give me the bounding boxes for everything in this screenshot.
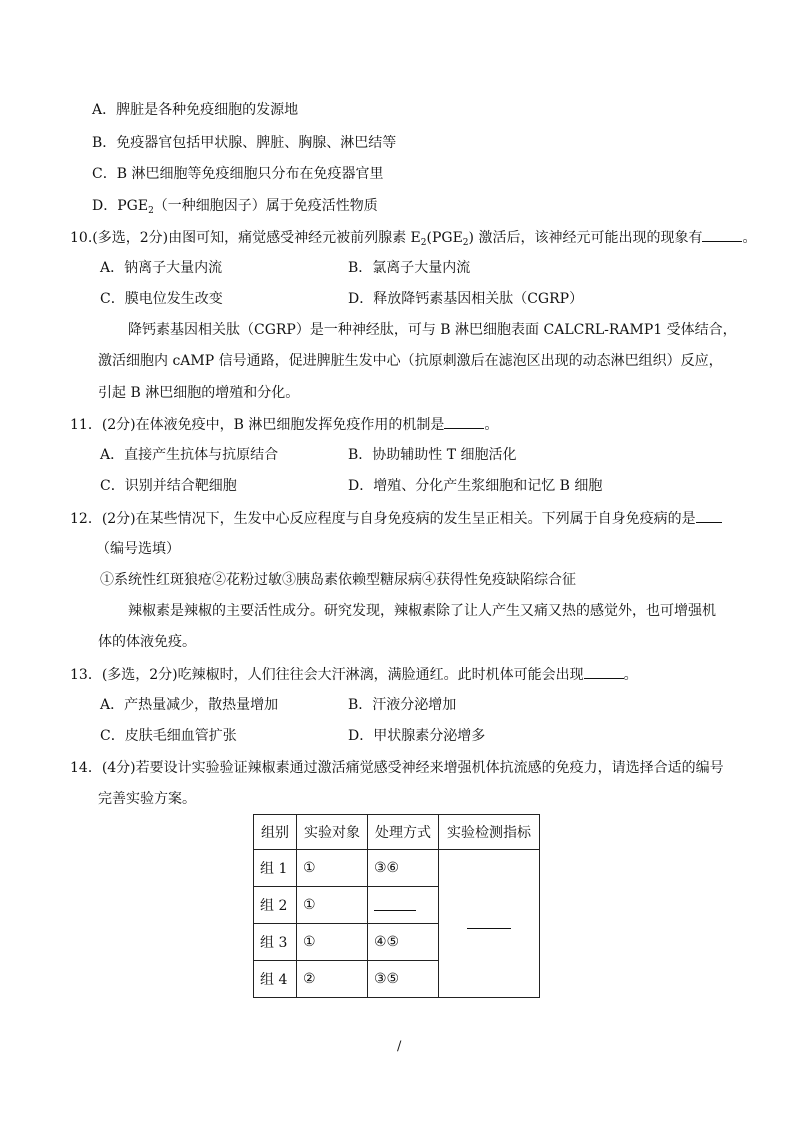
q11-stem <box>70 414 498 435</box>
q9-option-d-suffix: （一种细胞因子）属于免疫活性物质 <box>153 198 378 214</box>
q12-stem <box>70 508 722 529</box>
q9-option-d-subscript: 2 <box>148 206 154 216</box>
q13-option-c: C．皮肤毛细血管扩张 <box>100 728 237 744</box>
q11-stem-text: 11．(2分)在体液免疫中，B 淋巴细胞发挥免疫作用的机制是 <box>70 417 445 433</box>
indicator-answer-blank[interactable] <box>467 914 511 929</box>
row-4-group: 组 4 <box>254 961 297 998</box>
passage2-line-1: 辣椒素是辣椒的主要活性成分。研究发现，辣椒素除了让人产生又痛又热的感觉外，也可增强机 <box>128 603 716 619</box>
table-row <box>254 850 540 887</box>
row-2-subject: ① <box>297 887 368 924</box>
q9-option-a: A．脾脏是各种免疫细胞的发源地 <box>92 102 299 118</box>
passage1-line-3: 引起 B 淋巴细胞的增殖和分化。 <box>98 385 300 401</box>
q10-answer-blank[interactable] <box>702 227 742 242</box>
q12-items: ①系统性红斑狼疮②花粉过敏③胰岛素依赖型糖尿病④获得性免疫缺陷综合征 <box>100 572 576 588</box>
q11-option-c: C．识别并结合靶细胞 <box>100 478 237 494</box>
q13-stem <box>70 664 638 685</box>
header-subject: 实验对象 <box>297 815 368 850</box>
q10-option-d: D．释放降钙素基因相关肽（CGRP） <box>348 291 584 307</box>
page-mark: / <box>397 1039 402 1054</box>
q12-answer-blank[interactable] <box>696 508 722 523</box>
row-3-treatment: ④⑤ <box>368 924 439 961</box>
q10-subscript-1: 2 <box>420 238 427 248</box>
q13-stem-end: 。 <box>623 667 638 683</box>
q9-option-d <box>92 196 378 216</box>
row-3-group: 组 3 <box>254 924 297 961</box>
row-4-subject: ② <box>297 961 368 998</box>
row-1-group: 组 1 <box>254 850 297 887</box>
q13-answer-blank[interactable] <box>584 664 624 679</box>
q11-answer-blank[interactable] <box>444 414 484 429</box>
q13-stem-text: 13．(多选，2分)吃辣椒时，人们往往会大汗淋漓，满脸通红。此时机体可能会出现 <box>70 667 584 683</box>
row-1-subject: ① <box>297 850 368 887</box>
q9-option-b: B．免疫器官包括甲状腺、脾脏、胸腺、淋巴结等 <box>92 135 397 151</box>
q10-stem-part-c: ) 激活后，该神经元可能出现的现象有 <box>468 230 703 246</box>
q13-option-d: D．甲状腺素分泌增多 <box>348 728 486 744</box>
q10-stem-part-a: 10.(多选，2分)由图可知，痛觉感受神经元被前列腺素 E <box>70 230 421 246</box>
passage1-line-2: 激活细胞内 cAMP 信号通路，促进脾脏生发中心（抗原刺激后在滤泡区出现的动态淋巴组织）反应， <box>98 353 723 369</box>
header-treatment: 处理方式 <box>368 815 439 850</box>
q12-note: （编号选填） <box>96 541 180 557</box>
q14-stem-line-2: 完善实验方案。 <box>98 791 196 807</box>
q9-option-d-prefix: D．PGE <box>92 198 149 214</box>
q9-option-c: C．B 淋巴细胞等免疫细胞只分布在免疫器官里 <box>92 166 384 182</box>
q10-option-b: B．氯离子大量内流 <box>348 260 471 276</box>
row-1-treatment: ③⑥ <box>368 850 439 887</box>
row-4-treatment: ③⑤ <box>368 961 439 998</box>
q12-stem-text: 12．(2分)在某些情况下，生发中心反应程度与自身免疫病的发生呈正相关。下列属于自身免疫病的是 <box>70 511 696 527</box>
row-2-treatment <box>368 887 439 924</box>
q10-stem-part-b: (PGE <box>426 230 463 246</box>
row-3-subject: ① <box>297 924 368 961</box>
q14-stem-line-1: 14．(4分)若要设计实验验证辣椒素通过激活痛觉感受神经来增强机体抗流感的免疫力，请选择合适的编号 <box>70 760 724 776</box>
q10-stem-end: 。 <box>742 230 757 246</box>
q11-option-b: B．协助辅助性 T 细胞活化 <box>348 447 517 463</box>
table-header-row <box>254 815 540 850</box>
header-group: 组别 <box>254 815 297 850</box>
q11-option-d: D．增殖、分化产生浆细胞和记忆 B 细胞 <box>348 478 603 494</box>
header-indicator: 实验检测指标 <box>439 815 540 850</box>
passage2-line-2: 体的体液免疫。 <box>98 634 196 650</box>
row-2-group: 组 2 <box>254 887 297 924</box>
q11-stem-end: 。 <box>484 417 499 433</box>
experiment-table <box>253 814 540 998</box>
q11-option-a: A．直接产生抗体与抗原结合 <box>100 447 279 463</box>
q10-option-c: C．膜电位发生改变 <box>100 291 223 307</box>
passage1-line-1: 降钙素基因相关肽（CGRP）是一种神经肽，可与 B 淋巴细胞表面 CALCRL-RAMP1 受体结合， <box>128 322 737 338</box>
q13-option-a: A．产热量减少，散热量增加 <box>100 697 279 713</box>
q10-option-a: A．钠离子大量内流 <box>100 260 223 276</box>
q13-option-b: B．汗液分泌增加 <box>348 697 457 713</box>
indicator-cell <box>439 850 540 998</box>
q10-subscript-2: 2 <box>462 238 469 248</box>
row-2-treatment-blank[interactable] <box>374 896 416 911</box>
q10-stem <box>70 227 756 248</box>
